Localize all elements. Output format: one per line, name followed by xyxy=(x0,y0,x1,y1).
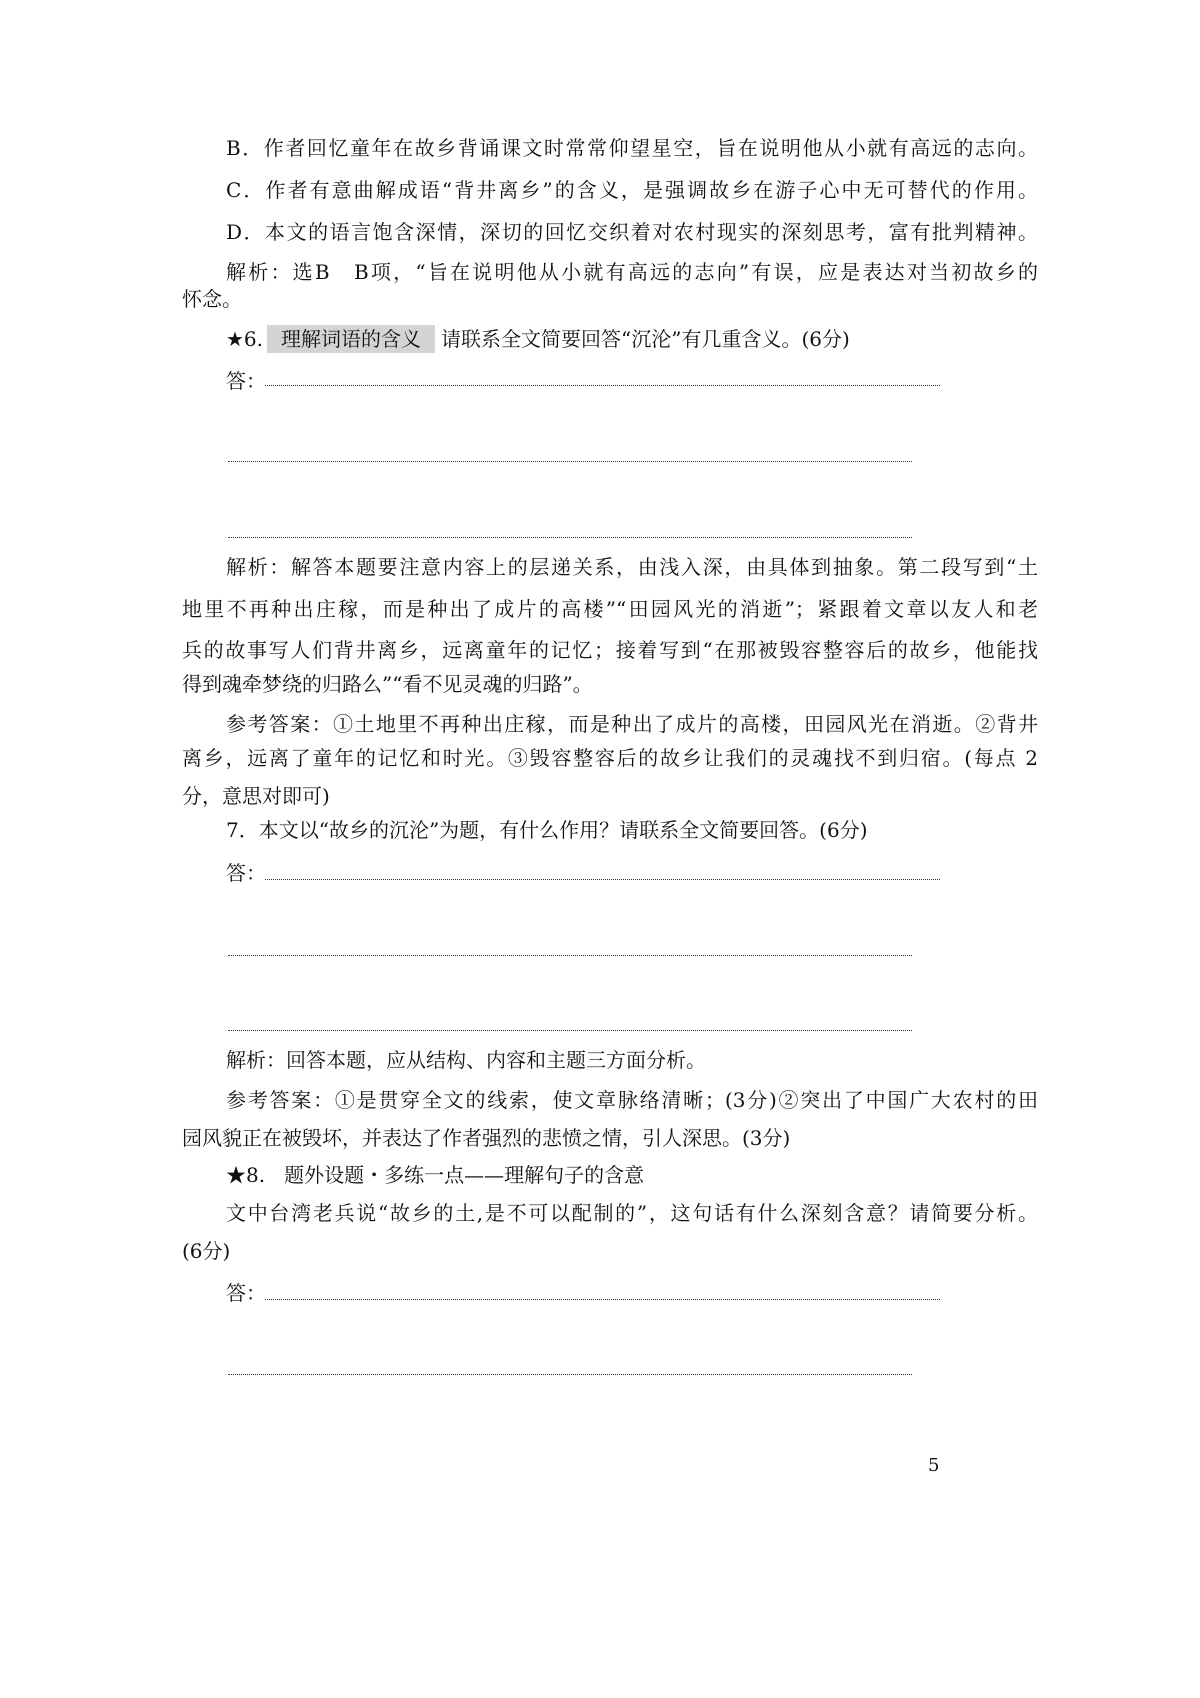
q6-text: 请联系全文简要回答“沉沦”有几重含义。(6分) xyxy=(441,327,850,351)
q8-question: 文中台湾老兵说“故乡的土,是不可以配制的”，这句话有什么深刻含意？请简要分析。 xyxy=(226,1201,1038,1225)
q6-answer-label: 答： xyxy=(226,369,266,393)
option-d: D．本文的语言饱含深情，深切的回忆交织着对农村现实的深刻思考，富有批判精神。 xyxy=(226,220,1038,244)
q8-answer-label: 答： xyxy=(226,1281,266,1305)
answer-line xyxy=(265,1299,940,1300)
q7-reference: 园风貌正在被毁坏，并表达了作者强烈的悲愤之情，引人深思。(3分) xyxy=(182,1126,791,1150)
q6-question xyxy=(226,326,850,352)
option-b: B．作者回忆童年在故乡背诵课文时常常仰望星空，旨在说明他从小就有高远的志向。 xyxy=(226,136,1038,160)
answer-line xyxy=(265,879,940,880)
q5-analysis-cont: 怀念。 xyxy=(182,287,242,311)
answer-line xyxy=(228,461,912,462)
q6-number: ★6. xyxy=(226,327,264,351)
q8-question-cont: (6分) xyxy=(182,1239,231,1263)
q7-reference: 参考答案：①是贯穿全文的线索，使文章脉络清晰；(3分)②突出了中国广大农村的田 xyxy=(226,1088,1038,1112)
answer-line xyxy=(228,537,912,538)
q7-answer-label: 答： xyxy=(226,861,266,885)
answer-line xyxy=(228,1374,912,1375)
q7-question: 7．本文以“故乡的沉沦”为题，有什么作用？请联系全文简要回答。(6分) xyxy=(226,818,868,842)
q6-reference: 参考答案：①土地里不再种出庄稼，而是种出了成片的高楼，田园风光在消逝。②背井 xyxy=(226,712,1038,736)
q7-analysis: 解析：回答本题，应从结构、内容和主题三方面分析。 xyxy=(226,1048,706,1072)
q6-reference: 离乡，远离了童年的记忆和时光。③毁容整容后的故乡让我们的灵魂找不到归宿。(每点 2 xyxy=(182,746,1038,770)
q6-analysis: 地里不再种出庄稼，而是种出了成片的高楼”“田园风光的消逝”；紧跟着文章以友人和老 xyxy=(182,597,1038,621)
q6-analysis: 兵的故事写人们背井离乡，远离童年的记忆；接着写到“在那被毁容整容后的故乡，他能找 xyxy=(182,638,1038,662)
q8-title: 题外设题・多练一点——理解句子的含意 xyxy=(284,1163,645,1187)
q5-analysis: 解析：选B B项，“旨在说明他从小就有高远的志向”有误，应是表达对当初故乡的 xyxy=(226,260,1038,284)
answer-line xyxy=(228,1030,912,1031)
q6-tag: 理解词语的含义 xyxy=(267,325,435,353)
q6-analysis: 解析：解答本题要注意内容上的层递关系，由浅入深，由具体到抽象。第二段写到“土 xyxy=(226,555,1038,579)
page-number: 5 xyxy=(928,1455,940,1476)
q8-number: ★8. xyxy=(226,1163,266,1187)
answer-line xyxy=(228,955,912,956)
q6-analysis: 得到魂牵梦绕的归路么”“看不见灵魂的归路”。 xyxy=(182,672,593,696)
answer-line xyxy=(265,385,940,386)
option-c: C．作者有意曲解成语“背井离乡”的含义，是强调故乡在游子心中无可替代的作用。 xyxy=(226,178,1038,202)
q8-heading xyxy=(226,1162,644,1188)
q6-reference: 分，意思对即可) xyxy=(182,784,330,808)
